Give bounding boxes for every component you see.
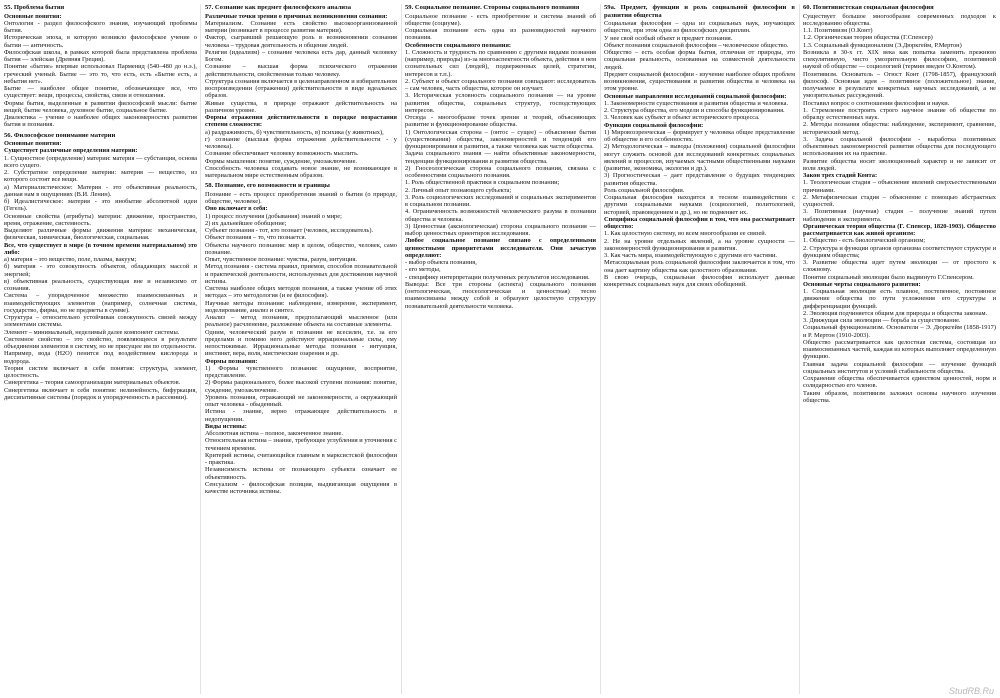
text-line: Способность человека создавать новое знание, не возникающее в материальном мире естественным образом. <box>205 164 397 179</box>
text-line: 3) Ценностная (аксиологическая) сторона социального познания — выбор ценностных ориентиров исследования. <box>405 222 596 237</box>
text-line: Онтология - раздел философского знания, изучающий проблемы бытия. <box>4 19 197 34</box>
text-line: 1) Формы чувственного познания: ощущение, восприятие, представление. <box>205 364 397 379</box>
text-line: б) Идеалистическое: материя - это инобытие абсолютной идеи (Гегель). <box>4 198 197 213</box>
column-divider <box>600 4 601 694</box>
text-line: В свою очередь, социальная философия использует данные конкретных социальных наук для своих обобщений. <box>604 273 795 288</box>
text-line: Социальное познание - есть приобретение и система знаний об обществе (социуме). <box>405 12 596 27</box>
text-line: Диалектика – учение о наиболее общих закономерностях развития бытия и познания. <box>4 114 197 129</box>
text-line: Сознание обеспечивает человеку возможность мыслить. <box>205 150 359 158</box>
text-line: Синергетика – теория самоорганизации материальных объектов. <box>4 379 181 387</box>
section-heading: 58. Познание, его возможности и границы <box>205 182 330 190</box>
text-line: Элемент – минимальный, неделимый далее компонент системы. <box>4 328 180 336</box>
text-line: Различные точки зрения о причинах возникновения сознания: <box>205 12 388 20</box>
text-line: Истина - знание, верно отражающее действительность в недопущении. <box>205 408 397 423</box>
text-line: Философская школа, в рамках которой была представлена проблема бытия — элейская (Древняя Греция). <box>4 48 197 63</box>
text-line: - выбор объекта познания, <box>405 259 477 266</box>
text-line: 1.2. Органическая теория общества (Г.Спенсер) <box>803 34 933 42</box>
text-line: 4. Ограниченность возможностей человеческого разума в познании общества и человека. <box>405 208 596 223</box>
text-line: Отсюда - многообразие точек зрения и теорий, объясняющих развитие и функционирование общества. <box>405 114 596 129</box>
text-line: Поставил вопрос о соотношении философии и науки. <box>803 99 950 107</box>
text-line: Существует различные определения материи: <box>4 147 138 155</box>
text-line: Метод познания - система правил, приемов, способов познавательной и практической деятельности, используемых для достижения научной истины. <box>205 263 397 285</box>
section-heading: 56. Философское понимание материи <box>4 131 116 139</box>
column-5 <box>803 4 996 694</box>
text-line: Уровень познания, отражающий не закономерности, а окружающий опыт человека - обыденный. <box>205 393 397 408</box>
text-line: Критерий истины, считающийся главным в марксистской философии - практика. <box>205 451 397 466</box>
text-line: Формы познания: <box>205 357 258 365</box>
text-line: Независимость истины от познающего субъекта означает ее объективность. <box>205 466 397 481</box>
text-line: Органическая теория общества (Г. Спенсер, 1820-1903). Общество рассматривается как живой организм: <box>803 222 996 237</box>
text-line: Общество – есть особая форма бытия, отличная от природы, это социальная реальность, основанная на совместной деятельности людей. <box>604 49 795 71</box>
text-line: Выделяют различные формы движения материи: механическая, физическая, химическая, биологическая, социальная. <box>4 227 197 242</box>
text-line: 2. Субъект и объект социального познания совпадают: исследователь – сам человек, часть общества, которое он изучает. <box>405 77 596 92</box>
text-line: Структура – относительно устойчивая совокупность связей между элементами системы. <box>4 314 197 329</box>
text-line: Анализ – метод познания, предполагающий мысленное (или реальное) расчленение, разложение объекта на составные элементы. <box>205 314 397 329</box>
column-4 <box>604 4 795 694</box>
text-line: Объект познания – то, что познается. <box>205 234 307 242</box>
text-line: 3. Роль социологических исследований и социальных экспериментов в социальном познании. <box>405 193 596 208</box>
text-line: Формы мышления: понятие, суждение, умозаключение. <box>205 157 358 165</box>
text-line: Виды истины: <box>205 422 247 430</box>
text-line: У нее свой особый объект и предмет познания. <box>604 34 733 42</box>
text-line: 1. Закономерности существования и развития общества и человека. <box>604 99 789 107</box>
text-line: 2. Структура общества, его модели и способы функционирования. <box>604 107 785 114</box>
text-line: Социальная философия находится в тесном взаимодействии с другими социальными науками (социологией, политологией, историей, правоведением и др.), но не подменяет их. <box>604 194 795 216</box>
column-3 <box>405 4 596 694</box>
text-line: Общество рассматривается как целостная система, состоящая из взаимосвязанных частей, каждая из которых выполняет определенную функцию. <box>803 338 996 361</box>
text-line: 2) их дальнейшее обобщение; <box>205 219 287 227</box>
text-line: Научные методы познания: наблюдение, измерение, эксперимент, моделирование, анализ и синтез. <box>205 299 397 314</box>
text-line: Понятие «бытие» впервые использовал Парменид (540–480 до н.э.), греческий ученый. Бытие — это то, что есть, есть «Бытие есть, а небытия нет». <box>4 63 197 85</box>
text-line: Структура сознания включается в целенаправленном и избирательном воспроизведении (отражении) действительности в виде идеальных образов. <box>205 77 397 100</box>
text-line: б) материя - это совокупность объектов, обладающих массой и энергией; <box>4 263 197 278</box>
column-1 <box>4 4 197 694</box>
section-heading: 59а. Предмет, функции и роль социальной философии в развитии общества <box>604 4 795 19</box>
text-line: г) сознание (высшая форма отражения действительности - у человека). <box>205 135 397 150</box>
column-divider <box>200 4 201 694</box>
text-line: 3) Прогностическая – дает представление о будущих тенденциях развития общества. <box>604 172 795 187</box>
text-line: 1. Сущностное (определение) материи: материя — субстанция, основа всего сущего. <box>4 154 197 169</box>
text-line: 3. Движущая сила эволюции — борьба за существование. <box>803 317 961 324</box>
text-line: Например, вода (H2O) пенится под воздействием кислорода и водорода. <box>4 350 197 365</box>
text-line: Существует большое многообразие современных подходов к исследованию общества. <box>803 12 996 27</box>
text-line: Фактор, сыгравший решающую роль в возникновении сознания человека – трудовая деятельность и общение людей. <box>205 34 397 49</box>
text-line: 1. Сложность и трудность по сравнению с другими видами познания (например, природы) из-за многоаспектности объекта, действия в нем сознательных сил (людей), подверженных целей, стратегии, интересов и т.п.). <box>405 48 596 78</box>
text-line: 2. Не на уровне отдельных явлений, а на уровне сущности — закономерностей функционирования и развития. <box>604 237 795 252</box>
section-body <box>604 20 795 288</box>
text-line: 2. Методы познания общества: наблюдение, эксперимент, сравнение, исторический метод. <box>803 121 996 136</box>
text-line: Живые существа, в природе отражают действительность на различном уровне. <box>205 99 397 114</box>
text-line: Абсолютная истина – полное, законченное знание. <box>205 430 343 437</box>
text-line: Субъект познания - тот, кто познает (человек, исследователь). <box>205 227 374 234</box>
text-line: Формы бытия, выделенные в развитии философской мысли: бытие вещей, бытие человека, духовное бытие, социальное бытие. <box>4 99 197 114</box>
section-heading: 57. Сознание как предмет философского анализа <box>205 4 352 11</box>
text-line: а) Материалистическое: Материя - это объективная реальность, данная нам в ощущениях (В.И. Ленин). <box>4 183 197 198</box>
text-line: 3. Позитивная (научная) стадия – получение знаний путем наблюдения и эксперимента. <box>803 208 996 223</box>
text-line: Социальная философия – одна из социальных наук, изучающих общество, при этом одна из философских дисциплин. <box>604 20 795 35</box>
text-line: Религия (идеализм) – сознание человека есть дар, данный человеку Богом. <box>205 48 397 63</box>
text-line: Понятие социальный эволюции было выдвинуто Г.Спенсером. <box>803 273 974 281</box>
text-line: Выводы: Все три стороны (аспекта) социального познания (онтологическая, гносеологическая и ценностная) тесно взаимосвязаны между собой и образуют целостную структуру познавательной деятельности человека. <box>405 280 596 310</box>
text-line: Специфика социальной философии в том, что она рассматривает общество: <box>604 215 795 230</box>
text-line: 1) Мировоззренческая – формирует у человека общее представление об обществе и его особенностях. <box>604 128 795 143</box>
text-line: Любое социальное познание связано с определенными ценностными приоритетами исследователя. Они зачастую определяют: <box>405 237 596 259</box>
text-line: Относительная истина – знание, требующее углубления и уточнения с течением времени. <box>205 437 397 452</box>
text-line: Метасоциальная роль социальной философии заключается в том, что она дает картину общества как целостного образования. <box>604 259 795 274</box>
section-body <box>4 140 197 401</box>
text-line: 2. Структура и функции органов организма соответствуют структуре и функциям общества; <box>803 244 996 259</box>
section-heading: 60. Позитивистская социальная философия <box>803 4 934 11</box>
text-line: Основные понятия: <box>4 140 62 147</box>
text-line: Таким образом, позитивизм заложил основы научного изучения общества. <box>803 389 996 404</box>
column-2 <box>205 4 397 694</box>
text-line: - специфику интерпретации полученных результатов исследования. <box>405 273 590 281</box>
text-line: 2. Метафизическая стадия – объяснение с помощью абстрактных сущностей. <box>803 193 996 208</box>
text-line: 1) процесс получения (добывания) знаний о мире; <box>205 212 342 220</box>
section-body <box>405 13 596 310</box>
text-line: Объекты научного познания: мир в целом, общество, человек, само познание. <box>205 241 397 256</box>
text-line: Опыт, чувственное познание: чувства, разум, интуиция. <box>205 256 357 263</box>
text-line: 3. Как часть мира, взаимодействующую с другими его частями. <box>604 252 778 259</box>
text-line: Задача социального знания — найти объективные закономерности, тенденции функционирования и развития общества. <box>405 150 596 165</box>
text-line: Теория систем включает в себя понятия: структура, элемент, целостность. <box>4 364 197 379</box>
text-line: Основные направления исследований социальной философии: <box>604 92 787 100</box>
text-line: 3. Человек как субъект и объект исторического процесса. <box>604 114 760 122</box>
text-line: Объект познания социальной философии – человеческое общество. <box>604 41 789 49</box>
text-line: Основные свойства (атрибуты) материи: движение, пространство, время, отражение, системность. <box>4 212 197 227</box>
text-line: 2) Гносеологическая сторона социального познания, связана с особенностями социального познания. <box>405 164 596 179</box>
text-line: Основные черты социального развития: <box>803 280 921 288</box>
text-line: 1.1. Позитивизм (О.Конт) <box>803 27 873 34</box>
text-line: Роль социальной философии. <box>604 186 685 194</box>
text-line: Сознание – высшая форма психического отражения действительности, свойственная только человеку. <box>205 63 397 78</box>
text-line: 2) Методологическая – выводы (положения) социальной философии могут служить основой для исследований конкретных социальных явлений и процессов, изучаемых частными общественными науками (развитие, экономика, экология и др.). <box>604 143 795 172</box>
text-line: Оно включает в себя: <box>205 205 268 213</box>
column-divider <box>799 4 800 694</box>
text-line: в) объективная реальность, существующая вне и независимо от сознания. <box>4 277 197 292</box>
text-line: 1. Роль общественной практики в социальном познании; <box>405 179 560 187</box>
text-line: Закон трех стадий Конта: <box>803 172 878 179</box>
text-line: Развитие общества носит эволюционный характер и не зависит от воли людей. <box>803 157 996 172</box>
text-line: 3. Историческая условность социального познания — на уровне развития общества, социальных структур, господствующих интересов. <box>405 92 596 114</box>
text-line: Все, что существует в мире (в точном времени материальном) это либо: <box>4 241 197 256</box>
text-line: 1. Как целостную систему, во всем многообразии ее связей. <box>604 230 767 238</box>
text-line: Одним, человеческий разум в познании не всесилен, т.е. за его пределами и помимо него действуют иррациональные силы, ему непостижимые. Иррациональные методы познания - интуиция, инстинкт, вера, воля, мистические озарения и др. <box>205 328 397 358</box>
text-line: 1. Общество - есть биологический организм; <box>803 237 926 245</box>
text-line: Возникла в 30-х гг. XIX века как попытка заменить прежнюю спекулятивную, чисто умозрительную философию, позитивной наукой об обществе — социологией (термин введен О.Контом). <box>803 48 996 71</box>
text-line: 1. Стремление построить строго научное знание об обществе по образцу естественных наук. <box>803 106 996 121</box>
text-line: - его методы, <box>405 266 441 274</box>
text-line: 3. Задача социальной философии - выработка позитивных объективных закономерностей развития общества для последующего использования их на практике. <box>803 135 996 158</box>
text-line: 1.3. Социальный функционализм (Э.Дюркгейм, Р.Мертон) <box>803 41 962 49</box>
section-body <box>803 13 996 405</box>
site-watermark[interactable]: StudRB.Ru <box>948 686 994 696</box>
text-line: Социальный функционализм. Основатели – Э. Дюркгейм (1858-1917) и Р. Мертон (1910-2003). <box>803 324 996 339</box>
section-heading: 59. Социальное познание. Стороны социального познания <box>405 4 580 11</box>
text-line: Главная задача социальной философии — изучение функций социальных институтов и условий стабильности общества. <box>803 360 996 375</box>
text-line: а) раздражимость, б) чувствительность, в) психика (у животных), <box>205 128 384 136</box>
section-body <box>4 13 197 129</box>
text-line: Формы отражения действительности в порядке возрастания степени сложности: <box>205 114 397 129</box>
text-line: Социальная познание есть одна из разновидностей научного познания. <box>405 27 596 42</box>
text-line: Системное свойство – это свойство, появляющееся в результате объединения элементов в систему, но не присущее им по отдельности. <box>4 335 197 350</box>
text-line: Позитивизм. Основатель – Огюст Конт (1798-1857), французский философ. Основная идея – позитивное (положительное) знание, получаемое в результате конкретных научных исследований, а не умозрительных рассуждений. <box>803 70 996 100</box>
text-line: 1) Онтологическая сторона – (онтос – сущее) – объяснение бытия (существования) общества, закономерностей и тенденций его функционирования и развития, а также человека как части общества. <box>405 128 596 150</box>
text-line: 2. Эволюция подчиняется общим для природы и общества законам. <box>803 309 988 317</box>
text-line: 2. Субстратное определение материи: материя — вещество, из которого состоят все вещи. <box>4 169 197 184</box>
text-line: Материализм. Сознание есть свойство высокоорганизованной материи (возникает в процессе развития материи). <box>205 19 397 34</box>
text-line: 1. Теологическая стадия – объяснение явлений сверхъестественными причинами. <box>803 179 996 194</box>
section-body <box>205 13 397 180</box>
text-line: а) материя – это вещество, поле, плазма, вакуум; <box>4 256 137 263</box>
text-line: Предмет социальной философии - изучение наиболее общих проблем возникновения, существования и развития общества и человека на этом уровне. <box>604 70 795 93</box>
text-line: 1. Социальная эволюция есть плавное, постепенное, постоянное движение общества по пути усложнения его структуры и дифференциации функций. <box>803 288 996 310</box>
text-line: Основные понятия: <box>4 12 62 20</box>
text-line: 3. Развитие общества идет путем эволюции — от простого к сложному. <box>803 259 996 274</box>
text-line: Сохранение общества обеспечивается единством ценностей, норм и солидарностью его членов. <box>803 375 996 390</box>
text-line: Сенсуализм - философская позиция, выдвигающая ощущения в качестве источника истины. <box>205 480 397 495</box>
text-line: Познание – есть процесс приобретения знаний о бытии (о природе, обществе, человеке). <box>205 190 397 205</box>
section-heading: 55. Проблема бытия <box>4 4 65 11</box>
text-line: Особенности социального познания: <box>405 41 512 49</box>
text-line: Функции социальной философии: <box>604 121 704 129</box>
text-line: Историческая эпоха, в которую возникло философское учение о бытии — античность. <box>4 34 197 49</box>
text-line: Синергетика включает в себя понятия: нелинейность, бифуркация, диссипативные системы (порядок и упорядоченность в рассеянии). <box>4 386 197 401</box>
text-line: Бытие — наиболее общее понятие, обозначающее все, что существует: вещи, процессы, свойства, связи и отношения. <box>4 85 197 100</box>
text-line: 2) Формы рационального, более высокой ступени познания: понятие, суждение, умозаключение. <box>205 379 397 394</box>
text-line: 2. Личный опыт познающего субъекта; <box>405 186 512 194</box>
text-line: Система наиболее общих методов познания, а также учение об этих методах – это методология (и ее философия). <box>205 285 397 300</box>
text-line: Система – упорядоченное множество взаимосвязанных и взаимодействующих элементов (например, солнечная система, государство, фирма, но не предметы в сумме). <box>4 292 197 314</box>
section-body <box>205 191 397 496</box>
column-divider <box>401 4 402 694</box>
